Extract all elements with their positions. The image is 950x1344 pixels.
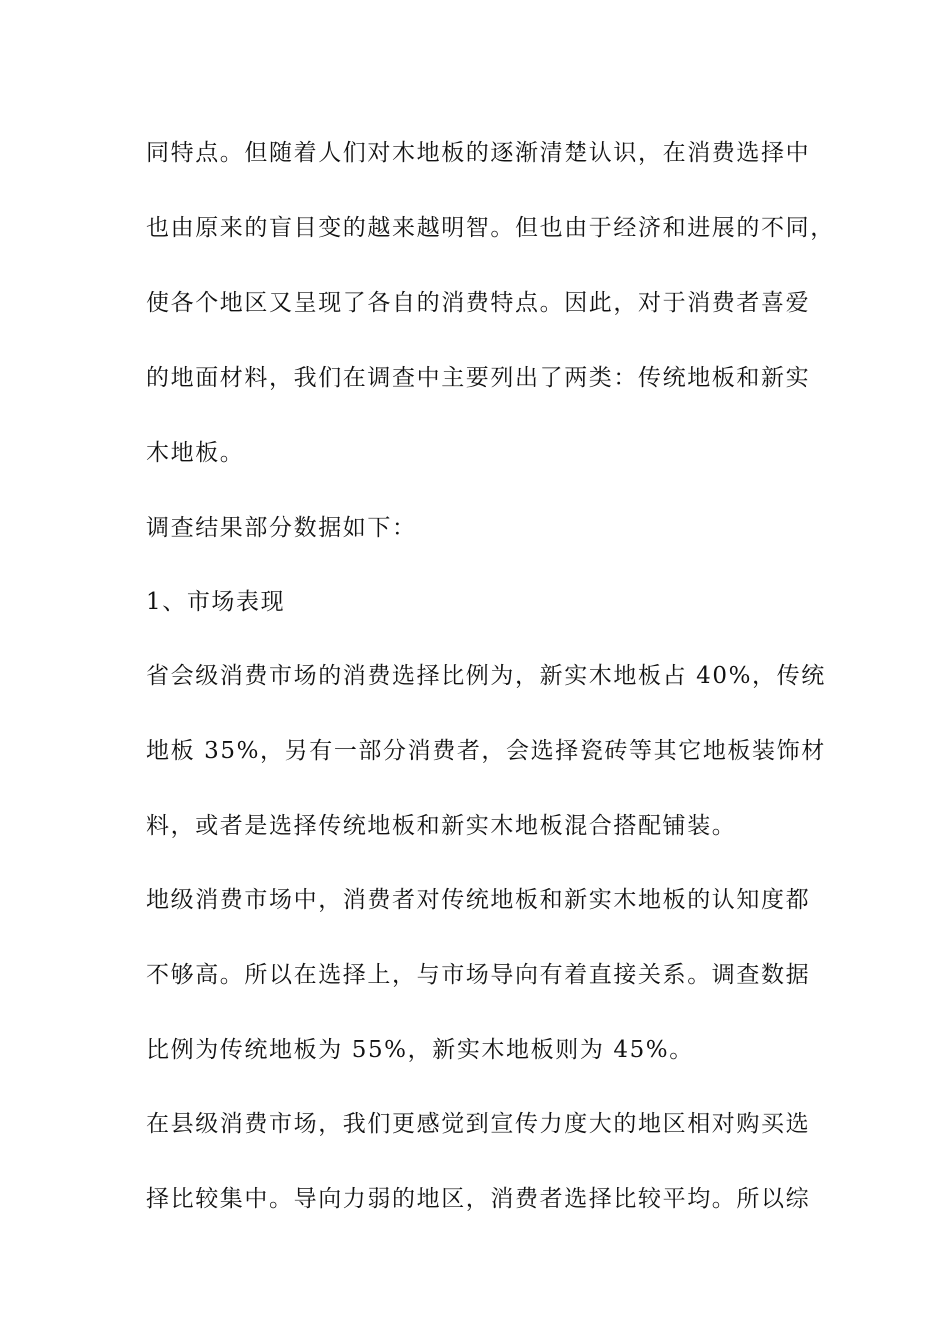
text-line: 调查结果部分数据如下： [146,515,417,541]
text-line: 比例为传统地板为 55%，新实木地板则为 45%。 [146,1037,694,1063]
section-heading: 1、市场表现 [146,589,286,615]
text-line: 地级消费市场中，消费者对传统地板和新实木地板的认知度都 [146,887,811,913]
text-line: 使各个地区又呈现了各自的消费特点。因此，对于消费者喜爱 [146,290,811,316]
text-line: 不够高。所以在选择上，与市场导向有着直接关系。调查数据 [146,962,811,988]
text-line: 择比较集中。导向力弱的地区，消费者选择比较平均。所以综 [146,1186,811,1212]
text-line: 地板 35%，另有一部分消费者，会选择瓷砖等其它地板装饰材 [146,738,826,764]
text-line: 的地面材料，我们在调查中主要列出了两类：传统地板和新实 [146,365,811,391]
text-line: 在县级消费市场，我们更感觉到宣传力度大的地区相对购买选 [146,1111,811,1137]
text-line: 也由原来的盲目变的越来越明智。但也由于经济和进展的不同， [146,215,835,241]
text-line: 料，或者是选择传统地板和新实木地板混合搭配铺装。 [146,813,737,839]
text-line: 木地板。 [146,440,245,466]
text-line: 同特点。但随着人们对木地板的逐渐清楚认识，在消费选择中 [146,140,811,166]
text-line: 省会级消费市场的消费选择比例为，新实木地板占 40%，传统 [146,663,826,689]
